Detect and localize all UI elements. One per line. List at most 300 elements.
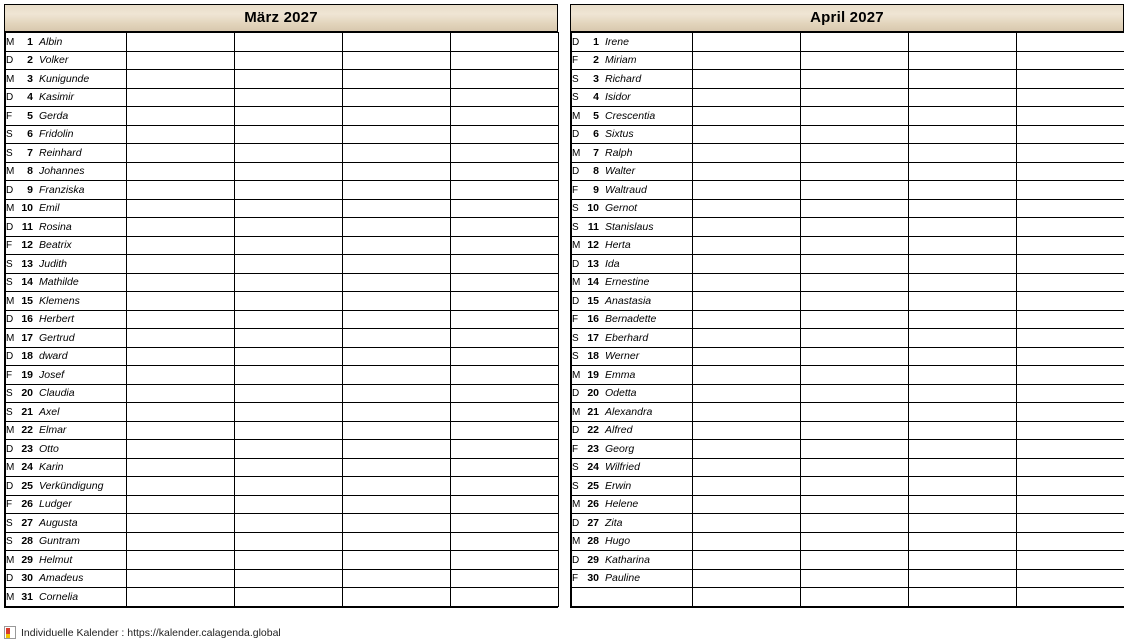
- saint-name: Kasimir: [39, 91, 75, 104]
- note-cell[interactable]: [1017, 162, 1124, 181]
- note-cell[interactable]: [127, 51, 235, 70]
- note-cell[interactable]: [801, 421, 909, 440]
- note-cell[interactable]: [909, 144, 1017, 163]
- note-cell[interactable]: [801, 218, 909, 237]
- note-cell[interactable]: [1017, 421, 1124, 440]
- note-cell[interactable]: [235, 588, 343, 607]
- note-cell[interactable]: [693, 218, 801, 237]
- note-cell[interactable]: [693, 329, 801, 348]
- note-cell[interactable]: [343, 588, 451, 607]
- saint-name: Elmar: [39, 424, 67, 437]
- day-of-week-label: F: [6, 110, 13, 122]
- day-cell: [6, 199, 127, 218]
- note-cell[interactable]: [801, 162, 909, 181]
- day-of-week-label: D: [6, 92, 14, 104]
- note-cell[interactable]: [235, 329, 343, 348]
- day-row: [572, 366, 1124, 385]
- note-cell[interactable]: [909, 421, 1017, 440]
- note-cell[interactable]: [343, 532, 451, 551]
- note-cell[interactable]: [1017, 51, 1124, 70]
- note-cell[interactable]: [693, 532, 801, 551]
- note-cell[interactable]: [127, 421, 235, 440]
- note-cell[interactable]: [235, 495, 343, 514]
- note-cell[interactable]: [693, 384, 801, 403]
- note-cell[interactable]: [909, 51, 1017, 70]
- note-cell[interactable]: [343, 458, 451, 477]
- note-cell[interactable]: [451, 107, 559, 126]
- note-cell[interactable]: [693, 107, 801, 126]
- note-cell[interactable]: [801, 458, 909, 477]
- note-cell[interactable]: [127, 144, 235, 163]
- note-cell[interactable]: [693, 366, 801, 385]
- note-cell[interactable]: [801, 551, 909, 570]
- note-cell[interactable]: [693, 88, 801, 107]
- note-cell[interactable]: [235, 292, 343, 311]
- note-cell[interactable]: [801, 33, 909, 52]
- note-cell[interactable]: [693, 51, 801, 70]
- note-cell[interactable]: [1017, 33, 1124, 52]
- note-cell[interactable]: [1017, 70, 1124, 89]
- note-cell[interactable]: [235, 88, 343, 107]
- note-cell[interactable]: [451, 125, 559, 144]
- note-cell[interactable]: [127, 70, 235, 89]
- note-cell[interactable]: [693, 181, 801, 200]
- note-cell[interactable]: [235, 199, 343, 218]
- note-cell[interactable]: [451, 273, 559, 292]
- note-cell[interactable]: [909, 403, 1017, 422]
- note-cell[interactable]: [909, 107, 1017, 126]
- note-cell[interactable]: [693, 199, 801, 218]
- note-cell[interactable]: [235, 107, 343, 126]
- note-cell[interactable]: [451, 514, 559, 533]
- note-cell[interactable]: [127, 33, 235, 52]
- note-cell[interactable]: [343, 421, 451, 440]
- note-cell[interactable]: [801, 329, 909, 348]
- note-cell[interactable]: [693, 33, 801, 52]
- note-cell[interactable]: [127, 125, 235, 144]
- note-cell[interactable]: [1017, 144, 1124, 163]
- day-number: 7: [593, 146, 599, 159]
- note-cell[interactable]: [693, 569, 801, 588]
- note-cell[interactable]: [693, 273, 801, 292]
- note-cell[interactable]: [1017, 199, 1124, 218]
- note-cell[interactable]: [801, 384, 909, 403]
- day-of-week-label: M: [6, 36, 15, 48]
- note-cell[interactable]: [451, 88, 559, 107]
- note-cell[interactable]: [235, 458, 343, 477]
- note-cell[interactable]: [693, 458, 801, 477]
- note-cell[interactable]: [235, 51, 343, 70]
- note-cell[interactable]: [343, 569, 451, 588]
- note-cell[interactable]: [1017, 181, 1124, 200]
- note-cell[interactable]: [235, 144, 343, 163]
- note-cell[interactable]: [127, 310, 235, 329]
- note-cell[interactable]: [693, 495, 801, 514]
- note-cell[interactable]: [235, 255, 343, 274]
- note-cell[interactable]: [343, 329, 451, 348]
- day-row: [572, 181, 1124, 200]
- note-cell[interactable]: [127, 273, 235, 292]
- note-cell[interactable]: [343, 440, 451, 459]
- note-cell[interactable]: [127, 495, 235, 514]
- note-cell[interactable]: [909, 347, 1017, 366]
- note-cell[interactable]: [909, 569, 1017, 588]
- note-cell[interactable]: [343, 199, 451, 218]
- note-cell[interactable]: [127, 347, 235, 366]
- note-cell[interactable]: [801, 495, 909, 514]
- day-cell: [6, 88, 127, 107]
- note-cell[interactable]: [1017, 88, 1124, 107]
- note-cell[interactable]: [909, 514, 1017, 533]
- note-cell[interactable]: [343, 495, 451, 514]
- note-cell[interactable]: [801, 199, 909, 218]
- note-cell[interactable]: [801, 347, 909, 366]
- note-cell[interactable]: [127, 199, 235, 218]
- note-cell[interactable]: [451, 199, 559, 218]
- note-cell[interactable]: [451, 329, 559, 348]
- note-cell[interactable]: [693, 514, 801, 533]
- note-cell[interactable]: [235, 551, 343, 570]
- note-cell[interactable]: [1017, 384, 1124, 403]
- note-cell[interactable]: [343, 144, 451, 163]
- note-cell[interactable]: [343, 551, 451, 570]
- note-cell[interactable]: [909, 218, 1017, 237]
- note-cell[interactable]: [909, 292, 1017, 311]
- note-cell[interactable]: [235, 532, 343, 551]
- day-cell: [572, 366, 693, 385]
- note-cell[interactable]: [235, 403, 343, 422]
- saint-name: Gerda: [39, 109, 69, 122]
- note-cell[interactable]: [235, 310, 343, 329]
- note-cell[interactable]: [235, 125, 343, 144]
- saint-name: Werner: [605, 350, 640, 363]
- note-cell[interactable]: [1017, 514, 1124, 533]
- note-cell[interactable]: [451, 162, 559, 181]
- note-cell[interactable]: [1017, 255, 1124, 274]
- note-cell[interactable]: [693, 347, 801, 366]
- day-row: [572, 310, 1124, 329]
- note-cell[interactable]: [235, 569, 343, 588]
- note-cell[interactable]: [127, 384, 235, 403]
- note-cell[interactable]: [127, 366, 235, 385]
- day-number: 6: [27, 128, 33, 141]
- note-cell[interactable]: [1017, 125, 1124, 144]
- note-cell[interactable]: [909, 273, 1017, 292]
- note-cell[interactable]: [451, 181, 559, 200]
- note-cell[interactable]: [451, 70, 559, 89]
- day-of-week-label: F: [6, 240, 13, 252]
- note-cell[interactable]: [693, 144, 801, 163]
- note-cell[interactable]: [343, 384, 451, 403]
- note-cell[interactable]: [693, 310, 801, 329]
- note-cell[interactable]: [909, 255, 1017, 274]
- note-cell[interactable]: [693, 125, 801, 144]
- note-cell[interactable]: [801, 292, 909, 311]
- note-cell[interactable]: [235, 273, 343, 292]
- note-cell[interactable]: [693, 403, 801, 422]
- note-cell[interactable]: [801, 181, 909, 200]
- note-cell[interactable]: [451, 144, 559, 163]
- note-cell[interactable]: [1017, 532, 1124, 551]
- note-cell[interactable]: [1017, 403, 1124, 422]
- note-cell[interactable]: [909, 551, 1017, 570]
- note-cell[interactable]: [127, 88, 235, 107]
- note-cell[interactable]: [451, 347, 559, 366]
- note-cell[interactable]: [127, 218, 235, 237]
- note-cell[interactable]: [235, 70, 343, 89]
- note-cell[interactable]: [343, 514, 451, 533]
- day-cell: [572, 384, 693, 403]
- note-cell[interactable]: [343, 477, 451, 496]
- note-cell[interactable]: [235, 181, 343, 200]
- note-cell[interactable]: [1017, 551, 1124, 570]
- note-cell[interactable]: [451, 384, 559, 403]
- note-cell[interactable]: [801, 51, 909, 70]
- note-cell[interactable]: [343, 181, 451, 200]
- note-cell[interactable]: [343, 88, 451, 107]
- note-cell[interactable]: [127, 236, 235, 255]
- note-cell[interactable]: [343, 310, 451, 329]
- note-cell[interactable]: [909, 532, 1017, 551]
- note-cell[interactable]: [693, 440, 801, 459]
- note-cell[interactable]: [909, 181, 1017, 200]
- note-cell[interactable]: [693, 255, 801, 274]
- note-cell[interactable]: [451, 33, 559, 52]
- note-cell[interactable]: [343, 107, 451, 126]
- note-cell[interactable]: [1017, 292, 1124, 311]
- note-cell[interactable]: [1017, 366, 1124, 385]
- day-number: 25: [587, 479, 599, 492]
- day-cell: [6, 347, 127, 366]
- note-cell[interactable]: [909, 310, 1017, 329]
- note-cell[interactable]: [343, 292, 451, 311]
- day-row: [6, 532, 559, 551]
- note-cell[interactable]: [909, 384, 1017, 403]
- note-cell[interactable]: [909, 366, 1017, 385]
- saint-name: Alexandra: [605, 405, 653, 418]
- note-cell[interactable]: [127, 162, 235, 181]
- note-cell[interactable]: [343, 70, 451, 89]
- note-cell[interactable]: [127, 514, 235, 533]
- day-of-week-label: S: [6, 277, 13, 289]
- note-cell[interactable]: [343, 403, 451, 422]
- note-cell[interactable]: [235, 366, 343, 385]
- note-cell[interactable]: [235, 440, 343, 459]
- note-cell[interactable]: [801, 588, 909, 607]
- saint-name: Otto: [39, 442, 59, 455]
- note-cell[interactable]: [127, 569, 235, 588]
- note-cell[interactable]: [235, 384, 343, 403]
- note-cell[interactable]: [801, 125, 909, 144]
- day-number: 9: [593, 183, 599, 196]
- note-cell[interactable]: [127, 329, 235, 348]
- day-row: [6, 88, 559, 107]
- day-number: 5: [27, 109, 33, 122]
- day-of-week-label: M: [6, 73, 15, 85]
- note-cell[interactable]: [801, 236, 909, 255]
- note-cell[interactable]: [1017, 310, 1124, 329]
- note-cell[interactable]: [451, 477, 559, 496]
- note-cell[interactable]: [801, 310, 909, 329]
- month-title-april: April 2027: [571, 5, 1123, 32]
- note-cell[interactable]: [801, 255, 909, 274]
- note-cell[interactable]: [1017, 218, 1124, 237]
- note-cell[interactable]: [693, 588, 801, 607]
- day-of-week-label: F: [572, 443, 579, 455]
- note-cell[interactable]: [451, 292, 559, 311]
- note-cell[interactable]: [909, 588, 1017, 607]
- note-cell[interactable]: [1017, 273, 1124, 292]
- note-cell[interactable]: [801, 569, 909, 588]
- note-cell[interactable]: [127, 588, 235, 607]
- day-cell: [572, 51, 693, 70]
- note-cell[interactable]: [909, 70, 1017, 89]
- note-cell[interactable]: [801, 532, 909, 551]
- day-number: 7: [27, 146, 33, 159]
- day-of-week-label: D: [6, 351, 14, 363]
- note-cell[interactable]: [127, 292, 235, 311]
- note-cell[interactable]: [451, 403, 559, 422]
- day-cell: [572, 495, 693, 514]
- note-cell[interactable]: [801, 88, 909, 107]
- note-cell[interactable]: [801, 403, 909, 422]
- note-cell[interactable]: [1017, 588, 1124, 607]
- note-cell[interactable]: [451, 495, 559, 514]
- day-number: 20: [587, 387, 599, 400]
- day-of-week-label: D: [572, 554, 580, 566]
- note-cell[interactable]: [909, 162, 1017, 181]
- note-cell[interactable]: [235, 236, 343, 255]
- day-of-week-label: S: [572, 221, 579, 233]
- note-cell[interactable]: [343, 347, 451, 366]
- note-cell[interactable]: [1017, 236, 1124, 255]
- note-cell[interactable]: [127, 532, 235, 551]
- note-cell[interactable]: [343, 162, 451, 181]
- note-cell[interactable]: [343, 51, 451, 70]
- note-cell[interactable]: [1017, 440, 1124, 459]
- note-cell[interactable]: [127, 551, 235, 570]
- note-cell[interactable]: [235, 33, 343, 52]
- day-row: [572, 51, 1124, 70]
- day-cell: [572, 532, 693, 551]
- day-cell: [6, 70, 127, 89]
- note-cell[interactable]: [343, 218, 451, 237]
- note-cell[interactable]: [572, 588, 693, 607]
- note-cell[interactable]: [451, 569, 559, 588]
- note-cell[interactable]: [693, 70, 801, 89]
- note-cell[interactable]: [127, 107, 235, 126]
- note-cell[interactable]: [1017, 477, 1124, 496]
- day-number: 16: [587, 313, 599, 326]
- note-cell[interactable]: [801, 70, 909, 89]
- note-cell[interactable]: [127, 403, 235, 422]
- note-cell[interactable]: [801, 440, 909, 459]
- note-cell[interactable]: [451, 236, 559, 255]
- note-cell[interactable]: [451, 255, 559, 274]
- note-cell[interactable]: [343, 255, 451, 274]
- note-cell[interactable]: [1017, 495, 1124, 514]
- note-cell[interactable]: [801, 366, 909, 385]
- note-cell[interactable]: [909, 199, 1017, 218]
- note-cell[interactable]: [693, 162, 801, 181]
- note-cell[interactable]: [451, 532, 559, 551]
- note-cell[interactable]: [127, 458, 235, 477]
- note-cell[interactable]: [235, 218, 343, 237]
- note-cell[interactable]: [343, 366, 451, 385]
- note-cell[interactable]: [909, 329, 1017, 348]
- note-cell[interactable]: [127, 255, 235, 274]
- saint-name: Emil: [39, 202, 60, 215]
- note-cell[interactable]: [801, 273, 909, 292]
- day-cell: [6, 181, 127, 200]
- note-cell[interactable]: [451, 218, 559, 237]
- note-cell[interactable]: [451, 588, 559, 607]
- note-cell[interactable]: [235, 421, 343, 440]
- note-cell[interactable]: [693, 236, 801, 255]
- note-cell[interactable]: [127, 181, 235, 200]
- day-cell: [6, 403, 127, 422]
- note-cell[interactable]: [451, 51, 559, 70]
- note-cell[interactable]: [127, 477, 235, 496]
- note-cell[interactable]: [693, 421, 801, 440]
- note-cell[interactable]: [235, 514, 343, 533]
- note-cell[interactable]: [127, 440, 235, 459]
- note-cell[interactable]: [451, 421, 559, 440]
- day-of-week-label: D: [572, 166, 580, 178]
- note-cell[interactable]: [1017, 569, 1124, 588]
- day-number: 19: [21, 368, 33, 381]
- note-cell[interactable]: [693, 551, 801, 570]
- note-cell[interactable]: [1017, 107, 1124, 126]
- note-cell[interactable]: [909, 458, 1017, 477]
- note-cell[interactable]: [909, 125, 1017, 144]
- note-cell[interactable]: [801, 144, 909, 163]
- note-cell[interactable]: [693, 477, 801, 496]
- note-cell[interactable]: [451, 458, 559, 477]
- note-cell[interactable]: [343, 33, 451, 52]
- note-cell[interactable]: [693, 292, 801, 311]
- note-cell[interactable]: [801, 107, 909, 126]
- note-cell[interactable]: [909, 495, 1017, 514]
- day-cell: [572, 569, 693, 588]
- note-cell[interactable]: [235, 347, 343, 366]
- note-cell[interactable]: [235, 162, 343, 181]
- saint-name: Amadeus: [39, 572, 84, 585]
- note-cell[interactable]: [343, 236, 451, 255]
- note-cell[interactable]: [343, 273, 451, 292]
- note-cell[interactable]: [801, 514, 909, 533]
- day-cell: [572, 310, 693, 329]
- note-cell[interactable]: [909, 440, 1017, 459]
- note-cell[interactable]: [909, 477, 1017, 496]
- note-cell[interactable]: [451, 366, 559, 385]
- note-cell[interactable]: [235, 477, 343, 496]
- note-cell[interactable]: [343, 125, 451, 144]
- note-cell[interactable]: [451, 440, 559, 459]
- note-cell[interactable]: [909, 33, 1017, 52]
- note-cell[interactable]: [801, 477, 909, 496]
- note-cell[interactable]: [1017, 458, 1124, 477]
- day-number: 20: [21, 387, 33, 400]
- note-cell[interactable]: [1017, 347, 1124, 366]
- note-cell[interactable]: [1017, 329, 1124, 348]
- note-cell[interactable]: [451, 310, 559, 329]
- saint-name: Sixtus: [605, 128, 634, 141]
- day-row: [6, 70, 559, 89]
- note-cell[interactable]: [909, 236, 1017, 255]
- note-cell[interactable]: [451, 551, 559, 570]
- note-cell[interactable]: [909, 88, 1017, 107]
